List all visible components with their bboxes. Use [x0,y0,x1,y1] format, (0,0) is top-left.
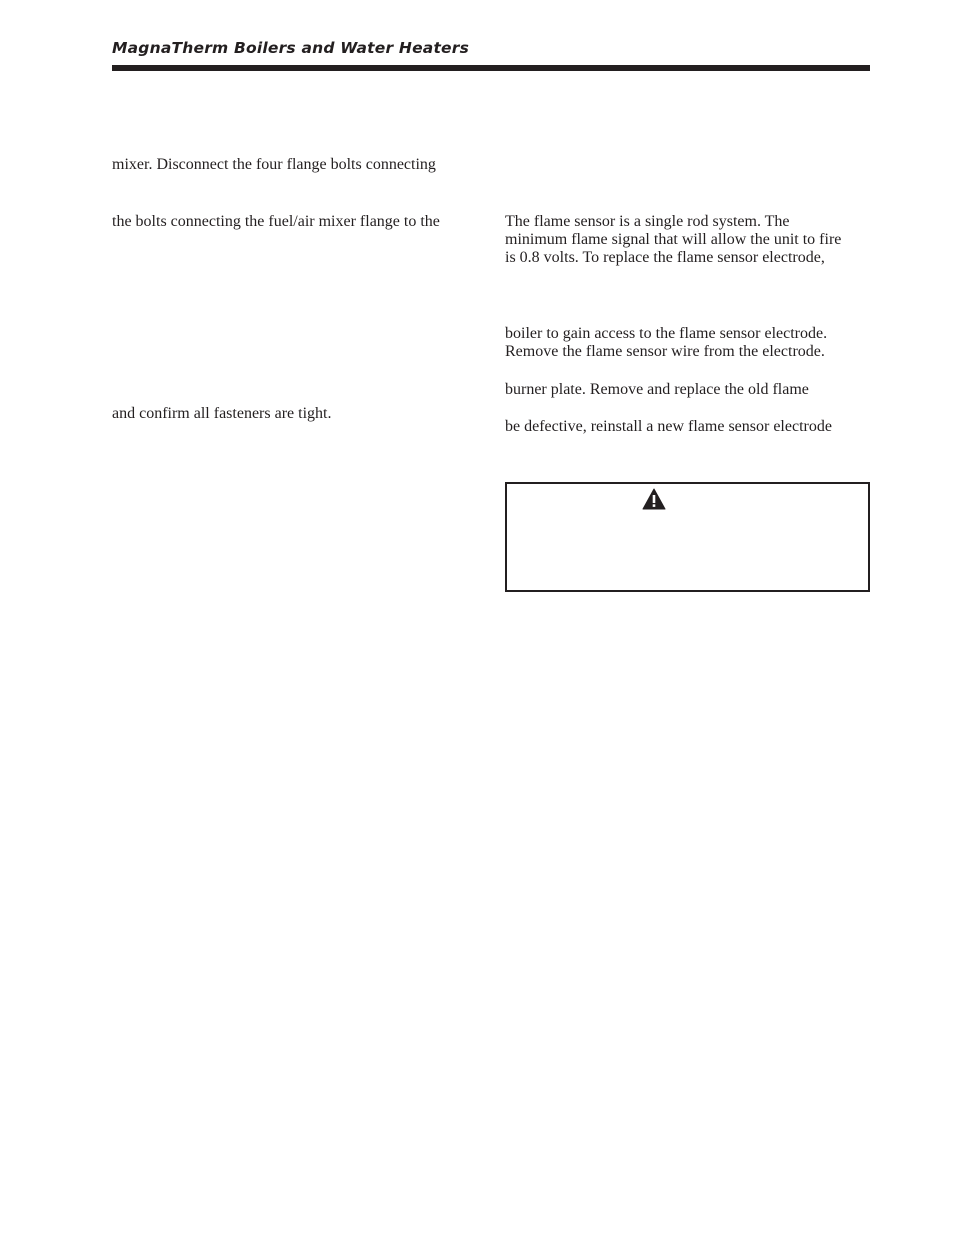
right-text-line: The flame sensor is a single rod system. The [505,213,790,230]
header-rule [112,65,870,71]
left-text-line: the bolts connecting the fuel/air mixer flange to the [112,213,440,230]
warning-triangle-icon [642,488,666,510]
right-text-line: burner plate. Remove and replace the old flame [505,381,809,398]
right-text-line: be defective, reinstall a new flame sensor electrode [505,418,832,435]
right-text-line: is 0.8 volts. To replace the flame sensor electrode, [505,249,825,266]
left-text-line: mixer. Disconnect the four flange bolts connecting [112,156,436,173]
page-header-title: MagnaTherm Boilers and Water Heaters [112,39,470,57]
left-text-line: and confirm all fasteners are tight. [112,405,332,422]
right-text-line: minimum flame signal that will allow the unit to fire [505,231,842,248]
right-text-line: boiler to gain access to the flame sensor electrode. [505,325,828,342]
right-text-line: Remove the flame sensor wire from the electrode. [505,343,825,360]
warning-box [505,482,870,592]
